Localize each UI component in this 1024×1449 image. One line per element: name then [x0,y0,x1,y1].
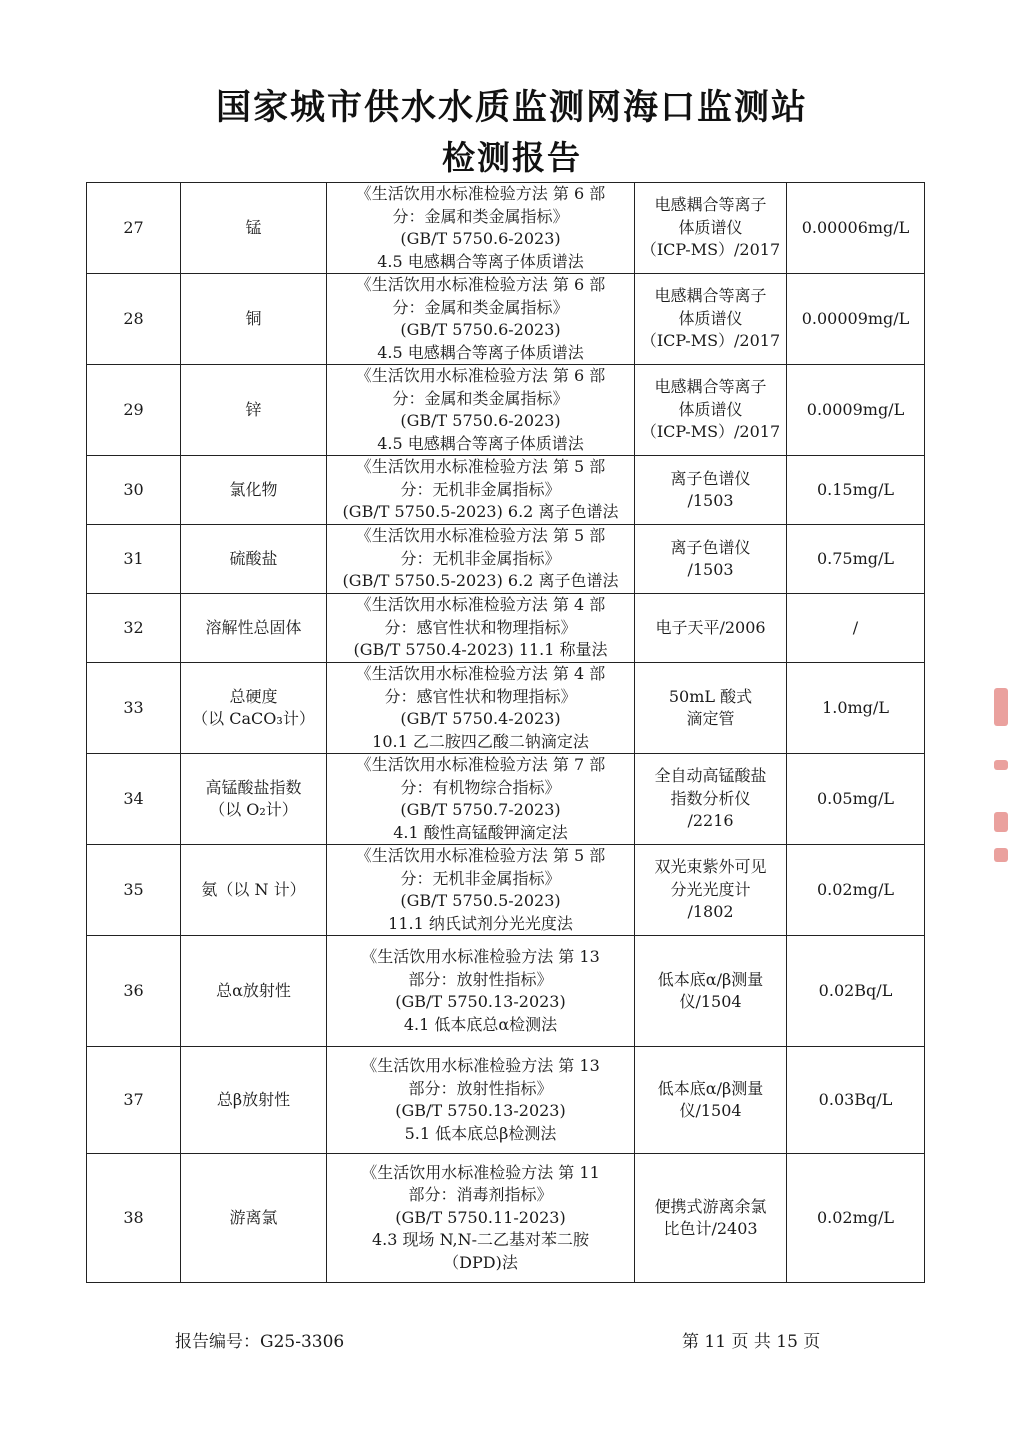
row-method: 《生活饮用水标准检验方法 第 4 部 分：感官性状和物理指标》 (GB/T 5750.4-2023) 11.1 称量法 [327,594,635,663]
row-number: 36 [87,936,181,1047]
seal-edge-mark [994,688,1008,726]
row-instrument: 电感耦合等离子 体质谱仪 （ICP-MS）/2017 [635,183,787,274]
row-detection-limit: 0.02mg/L [787,1154,925,1283]
row-detection-limit: 1.0mg/L [787,663,925,754]
row-detection-limit: 0.0009mg/L [787,365,925,456]
row-instrument: 电子天平/2006 [635,594,787,663]
row-item: 总硬度 （以 CaCO₃计） [181,663,327,754]
table-row [87,1154,925,1283]
row-instrument: 低本底α/β测量 仪/1504 [635,936,787,1047]
row-method: 《生活饮用水标准检验方法 第 4 部 分：感官性状和物理指标》 (GB/T 5750.4-2023) 10.1 乙二胺四乙酸二钠滴定法 [327,663,635,754]
row-item: 总α放射性 [181,936,327,1047]
row-instrument: 50mL 酸式 滴定管 [635,663,787,754]
page-title: 国家城市供水水质监测网海口监测站 [215,88,808,128]
row-method: 《生活饮用水标准检验方法 第 13 部分：放射性指标》 (GB/T 5750.13-2023) 5.1 低本底总β检测法 [327,1047,635,1154]
row-detection-limit: 0.15mg/L [787,456,925,525]
row-instrument: 电感耦合等离子 体质谱仪 （ICP-MS）/2017 [635,274,787,365]
row-item: 总β放射性 [181,1047,327,1154]
row-number: 27 [87,183,181,274]
row-number: 37 [87,1047,181,1154]
row-method: 《生活饮用水标准检验方法 第 5 部 分：无机非金属指标》 (GB/T 5750.5-2023) 6.2 离子色谱法 [327,456,635,525]
table-row [87,1047,925,1154]
row-item: 高锰酸盐指数 （以 O₂计） [181,754,327,845]
row-detection-limit: 0.02mg/L [787,845,925,936]
row-number: 38 [87,1154,181,1283]
seal-edge-mark [994,760,1008,770]
row-instrument: 离子色谱仪 /1503 [635,525,787,594]
row-method: 《生活饮用水标准检验方法 第 11 部分：消毒剂指标》 (GB/T 5750.11-2023) 4.3 现场 N,N-二乙基对苯二胺 （DPD)法 [327,1154,635,1283]
row-method: 《生活饮用水标准检验方法 第 6 部 分：金属和类金属指标》 (GB/T 5750.6-2023) 4.5 电感耦合等离子体质谱法 [327,274,635,365]
results-table [86,182,925,1283]
row-detection-limit: 0.02Bq/L [787,936,925,1047]
row-method: 《生活饮用水标准检验方法 第 5 部 分：无机非金属指标》 (GB/T 5750.5-2023) 11.1 纳氏试剂分光光度法 [327,845,635,936]
row-number: 29 [87,365,181,456]
table-row [87,663,925,754]
table-row [87,456,925,525]
seal-edge-mark [994,812,1008,832]
row-method: 《生活饮用水标准检验方法 第 13 部分：放射性指标》 (GB/T 5750.13-2023) 4.1 低本底总α检测法 [327,936,635,1047]
row-method: 《生活饮用水标准检验方法 第 6 部 分：金属和类金属指标》 (GB/T 5750.6-2023) 4.5 电感耦合等离子体质谱法 [327,183,635,274]
table-row [87,525,925,594]
row-method: 《生活饮用水标准检验方法 第 6 部 分：金属和类金属指标》 (GB/T 5750.6-2023) 4.5 电感耦合等离子体质谱法 [327,365,635,456]
row-method: 《生活饮用水标准检验方法 第 7 部 分：有机物综合指标》 (GB/T 5750.7-2023) 4.1 酸性高锰酸钾滴定法 [327,754,635,845]
page-number: 第 11 页 共 15 页 [682,1332,821,1352]
row-number: 34 [87,754,181,845]
row-number: 31 [87,525,181,594]
row-item: 溶解性总固体 [181,594,327,663]
row-instrument: 全自动高锰酸盐 指数分析仪 /2216 [635,754,787,845]
row-detection-limit: 0.75mg/L [787,525,925,594]
row-instrument: 电感耦合等离子 体质谱仪 （ICP-MS）/2017 [635,365,787,456]
row-method: 《生活饮用水标准检验方法 第 5 部 分：无机非金属指标》 (GB/T 5750.5-2023) 6.2 离子色谱法 [327,525,635,594]
row-item: 氯化物 [181,456,327,525]
row-detection-limit: 0.00006mg/L [787,183,925,274]
row-number: 30 [87,456,181,525]
table-row [87,754,925,845]
seal-edge-mark [994,848,1008,862]
row-item: 游离氯 [181,1154,327,1283]
row-instrument: 离子色谱仪 /1503 [635,456,787,525]
table-row [87,594,925,663]
table-row [87,274,925,365]
row-detection-limit: / [787,594,925,663]
row-number: 28 [87,274,181,365]
table-row [87,845,925,936]
row-detection-limit: 0.00009mg/L [787,274,925,365]
row-item: 硫酸盐 [181,525,327,594]
table-row [87,183,925,274]
table-row [87,365,925,456]
row-item: 锰 [181,183,327,274]
row-instrument: 低本底α/β测量 仪/1504 [635,1047,787,1154]
row-number: 32 [87,594,181,663]
row-item: 氨（以 N 计） [181,845,327,936]
row-instrument: 便携式游离余氯 比色计/2403 [635,1154,787,1283]
row-instrument: 双光束紫外可见 分光光度计 /1802 [635,845,787,936]
row-number: 35 [87,845,181,936]
row-detection-limit: 0.05mg/L [787,754,925,845]
report-number: 报告编号：G25-3306 [175,1332,345,1352]
report-subtitle: 检测报告 [442,138,582,177]
row-number: 33 [87,663,181,754]
table-row [87,936,925,1047]
row-item: 铜 [181,274,327,365]
row-item: 锌 [181,365,327,456]
row-detection-limit: 0.03Bq/L [787,1047,925,1154]
